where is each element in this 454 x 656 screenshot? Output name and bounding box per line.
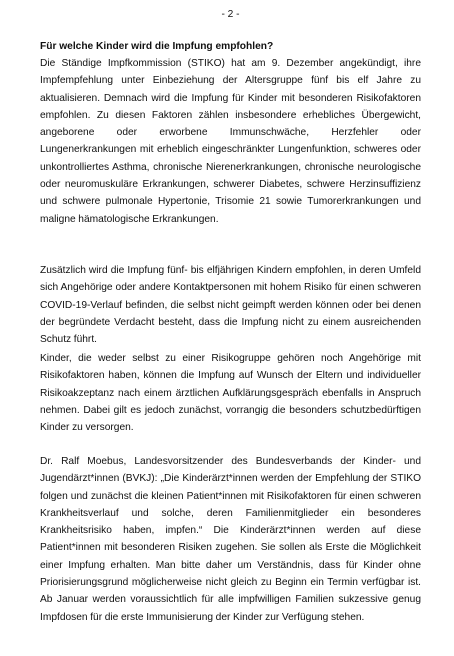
page-number: - 2 -: [221, 9, 240, 20]
paragraph-contact-persons: Zusätzlich wird die Impfung fünf- bis elfjährigen Kindern empfohlen, in deren Umfeld sich Angehörige oder andere Kontaktpersonen mit hohem Risiko für einen schweren COVID-19-Verlauf befinden, die selbst nicht geimpft werden können oder bei denen der begründete Verdacht besteht, dass die Impfung nicht zu einem ausreichenden Schutz führt.: [40, 265, 421, 346]
paragraph-stiko-recommendation: Die Ständige Impfkommission (STIKO) hat am 9. Dezember angekündigt, ihre Impfempfehlung unter Einbeziehung der Altersgruppe fünf bis elf Jahre zu aktualisieren. Demnach wird die Impfung für Kinder mit besonderen Risikofaktoren empfohlen. Zu diesen Faktoren zählen insbesondere erhebliches Übergewicht, angeborene oder erworbene Immunschwäche, Herzfehler oder Lungenerkrankungen mit erheblich eingeschränkter Lungenfunktion, schweres oder unkontrolliertes Asthma, chronische Nierenerkrankungen, chronische neurologische oder neuromuskuläre Erkrankungen, schwerer Diabetes, schwere Herzinsuffizienz und schwere pulmonale Hypertonie, Trisomie 21 sowie Tumorerkrankungen und maligne hämatologische Erkrankungen.: [40, 58, 421, 225]
section-heading: Für welche Kinder wird die Impfung empfohlen?: [40, 41, 274, 52]
paragraph-no-risk-children: Kinder, die weder selbst zu einer Risikogruppe gehören noch Angehörige mit Risikofaktoren haben, können die Impfung auf Wunsch der Eltern und individueller Risikoakzeptanz nach einem ärztlichen Aufklärungsgespräch ebenfalls in Anspruch nehmen. Dabei gilt es jedoch zunächst, vorrangig die besonders schutzbedürftigen Kinder zu versorgen.: [40, 353, 421, 434]
paragraph-bvkj-quote: Dr. Ralf Moebus, Landesvorsitzender des Bundesverbands der Kinder- und Jugendärzt*innen (BVKJ): „Die Kinderärzt*innen werden der Empfehlung der STIKO folgen und zunächst die kleinen Patient*innen mit Risikofaktoren für einen schweren Krankheitsverlauf und solche, deren Familienmitglieder ein besonderes Krankheitsrisiko haben, impfen.“ Die Kinderärzt*innen werden auf diese Patient*innen mit besonderen Risiken zugehen. Sie sollen als Erste die Möglichkeit einer Impfung erhalten. Man bitte daher um Verständnis, dass für Kinder ohne Priorisierungsgrund möglicherweise nicht gleich zu Beginn ein Termin verfügbar ist. Ab Januar werden voraussichtlich für alle impfwilligen Familien sukzessive genug Impfdosen für die erste Immunisierung der Kinder zur Verfügung stehen.: [40, 456, 421, 623]
